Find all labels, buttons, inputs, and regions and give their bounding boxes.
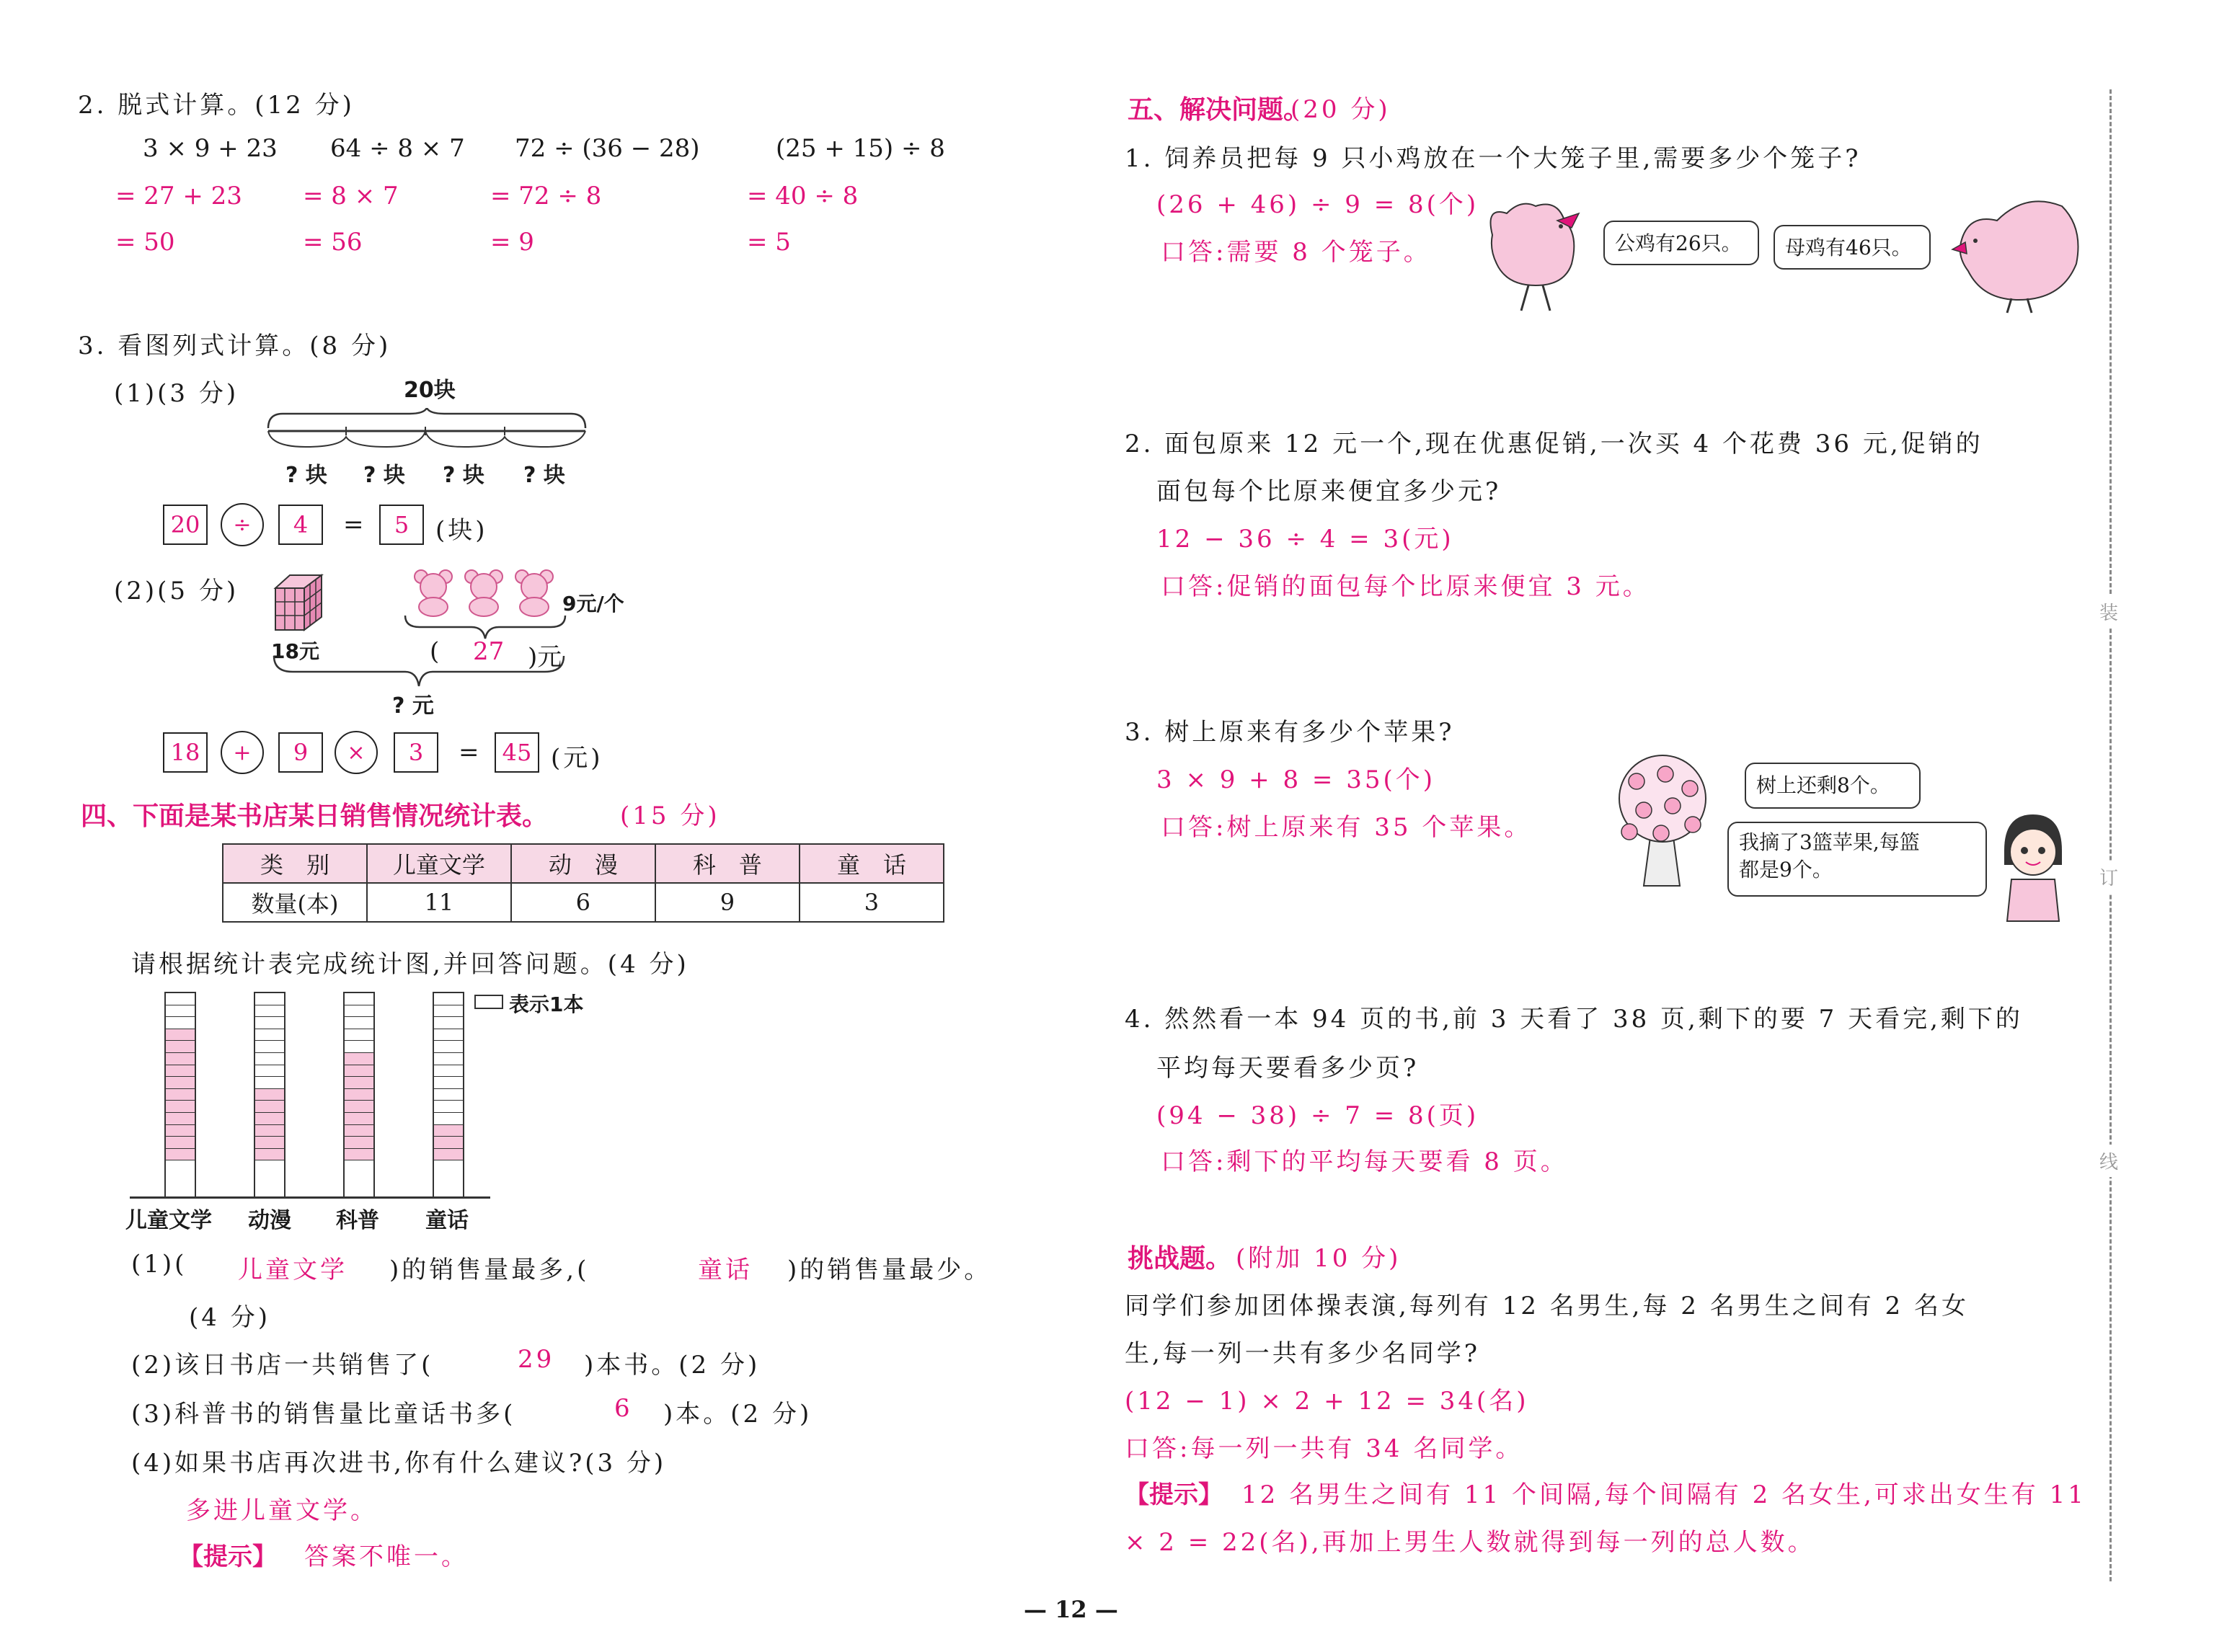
q2-step1-4: = 40 ÷ 8 — [747, 182, 859, 210]
q3-p2-unit: (元) — [551, 744, 603, 773]
q3-p1-part-3: ? 块 — [443, 463, 484, 488]
speech-bubble-rooster — [1603, 221, 1759, 265]
chart-label-1: 动漫 — [248, 1208, 291, 1233]
p4-question-1: 4. 然然看一本 94 页的书,前 3 天看了 38 页,剩下的要 7 天看完,剩下的 — [1125, 1005, 2023, 1034]
chart-unit-cell — [434, 1065, 463, 1078]
chart-unit-cell — [345, 1125, 373, 1137]
sales-table — [222, 843, 944, 923]
q2-expr-2: 64 ÷ 8 × 7 — [330, 134, 465, 163]
p2-answer: 口答:促销的面包每个比原来便宜 3 元。 — [1161, 572, 1650, 601]
q3-p1-part-1: ? 块 — [285, 463, 327, 488]
challenge-hint-1: 12 名男生之间有 11 个间隔,每个间隔有 2 名女生,可求出女生有 11 — [1241, 1480, 2086, 1509]
q2-step2-2: = 56 — [303, 228, 363, 257]
chart-unit-cell — [166, 1065, 195, 1078]
chart-baseline — [130, 1196, 490, 1199]
chart-unit-cell — [345, 1065, 373, 1078]
binding-line — [2109, 89, 2112, 1581]
table-header: 儿童文学 — [367, 844, 511, 883]
table-cell: 11 — [367, 883, 511, 922]
chart-unit-cell — [345, 1041, 373, 1053]
chart-unit-cell — [434, 1137, 463, 1149]
q4-q3-pre: (3)科普书的销售量比童话书多( — [131, 1400, 516, 1429]
chart-unit-cell — [255, 1005, 284, 1018]
chart-unit-cell — [255, 1041, 284, 1053]
chart-unit-cell — [255, 1137, 284, 1149]
chart-unit-cell — [166, 1005, 195, 1018]
chart-unit-cell — [166, 1101, 195, 1113]
table-header: 动 漫 — [511, 844, 655, 883]
chart-bar-children-literature — [164, 992, 196, 1198]
chart-unit-cell — [255, 1125, 284, 1137]
chart-unit-cell — [345, 1077, 373, 1089]
chart-unit-cell — [166, 1053, 195, 1065]
total-brace — [271, 654, 567, 690]
q4-score: (15 分) — [620, 801, 720, 830]
s5-title: 五、解决问题。 — [1128, 95, 1310, 125]
chart-unit-cell — [345, 1101, 373, 1113]
p3-question: 3. 树上原来有多少个苹果? — [1125, 718, 1455, 747]
challenge-score: (附加 10 分) — [1236, 1244, 1402, 1273]
challenge-calc: (12 − 1) × 2 + 12 = 34(名) — [1125, 1387, 1529, 1416]
q3-p2-cube-price: 18元 — [271, 639, 319, 663]
q2-title: 2. 脱式计算。(12 分) — [78, 91, 355, 120]
chart-unit-cell — [434, 1053, 463, 1065]
p4-calc: (94 − 38) ÷ 7 = 8(页) — [1156, 1101, 1479, 1130]
chart-unit-cell — [345, 1089, 373, 1101]
p2-question-2: 面包每个比原来便宜多少元? — [1156, 477, 1502, 506]
challenge-answer: 口答:每一列一共有 34 名同学。 — [1125, 1434, 1523, 1463]
chart-unit-cell — [434, 1029, 463, 1042]
q3-p2-op1: + — [221, 731, 264, 774]
chart-unit-cell — [345, 1149, 373, 1161]
chart-unit-cell — [255, 993, 284, 1005]
speech-bubble-hen — [1774, 225, 1931, 270]
q3-p1-part-4: ? 块 — [523, 463, 565, 488]
girl-icon — [1990, 807, 2076, 923]
chart-unit-cell — [434, 1101, 463, 1113]
chart-unit-cell — [255, 1089, 284, 1101]
q4-q3-ans: 6 — [614, 1394, 633, 1423]
chart-bar-anime — [254, 992, 285, 1198]
q3-p1-box-b: 4 — [278, 505, 323, 545]
table-cell: 3 — [800, 883, 944, 922]
bubble-hen-text: 母鸡有46只。 — [1785, 236, 1912, 259]
bubble-girl-line2: 都是9个。 — [1739, 858, 1833, 881]
bubble-rooster-text: 公鸡有26只。 — [1615, 231, 1742, 255]
q4-instruction: 请根据统计表完成统计图,并回答问题。(4 分) — [131, 950, 689, 979]
chart-unit-cell — [345, 1005, 373, 1018]
chart-label-2: 科普 — [336, 1208, 379, 1233]
q4-title: 四、下面是某书店某日销售情况统计表。 — [81, 801, 549, 831]
q2-expr-4: (25 + 15) ÷ 8 — [776, 134, 945, 163]
page-number: — 12 — — [1024, 1596, 1118, 1623]
table-cell: 数量(本) — [223, 883, 367, 922]
q3-p2-box-r: 45 — [495, 732, 539, 773]
q3-p1-box-a: 20 — [163, 505, 208, 545]
q2-expr-3: 72 ÷ (36 − 28) — [515, 134, 700, 163]
chart-unit-cell — [345, 1053, 373, 1065]
q3-p2-eq: = — [459, 738, 479, 767]
chart-unit-cell — [166, 1017, 195, 1029]
chart-unit-cell — [434, 1077, 463, 1089]
chart-unit-cell — [434, 1041, 463, 1053]
q3-p1-unit: (块) — [435, 516, 488, 545]
q4-q1-post: )的销售量最少。 — [787, 1256, 992, 1284]
chart-legend: 表示1本 — [509, 992, 584, 1016]
chart-unit-cell — [434, 1017, 463, 1029]
q3-p2-total: ? 元 — [392, 693, 434, 719]
q2-step1-3: = 72 ÷ 8 — [490, 182, 602, 210]
segment-diagram — [265, 408, 588, 451]
q4-hint-label: 【提示】 — [179, 1542, 277, 1571]
q4-q3-post: )本。(2 分) — [663, 1400, 813, 1429]
chart-unit-cell — [166, 1077, 195, 1089]
q3-p1-eq: = — [343, 510, 364, 539]
bubble-tree-text: 树上还剩8个。 — [1756, 773, 1890, 797]
q3-p1-label: (1)(3 分) — [114, 379, 239, 408]
q4-q1-ans2: 童话 — [698, 1256, 753, 1284]
q4-q2-post: )本书。(2 分) — [584, 1351, 761, 1380]
apple-tree-icon — [1600, 752, 1730, 889]
p4-answer: 口答:剩下的平均每天要看 8 页。 — [1161, 1147, 1568, 1176]
challenge-hint-label: 【提示】 — [1125, 1480, 1223, 1509]
chart-unit-cell — [255, 1077, 284, 1089]
p3-answer: 口答:树上原来有 35 个苹果。 — [1161, 813, 1532, 842]
chart-unit-cell — [255, 1029, 284, 1042]
chart-label-0: 儿童文学 — [125, 1208, 212, 1233]
binding-char-3: 线 — [2099, 1145, 2118, 1177]
q2-step2-3: = 9 — [490, 228, 534, 257]
chart-unit-cell — [166, 1041, 195, 1053]
q3-p2-box-a: 18 — [163, 732, 208, 773]
q4-q1-pre: (1)( — [131, 1250, 187, 1279]
q4-hint: 答案不唯一。 — [304, 1542, 469, 1571]
chart-unit-cell — [166, 1137, 195, 1149]
chart-unit-cell — [434, 993, 463, 1005]
table-header: 科 普 — [655, 844, 800, 883]
chart-unit-cell — [434, 1089, 463, 1101]
rooster-icon — [1471, 192, 1593, 314]
q2-expr-1: 3 × 9 + 23 — [143, 134, 278, 163]
q4-q4-text: (4)如果书店再次进书,你有什么建议?(3 分) — [131, 1449, 667, 1478]
chart-unit-cell — [345, 1113, 373, 1125]
table-header: 类 别 — [223, 844, 367, 883]
p2-calc: 12 − 36 ÷ 4 = 3(元) — [1156, 525, 1454, 554]
q3-p2-bear-price: 9元/个 — [562, 592, 624, 616]
table-header: 童 话 — [800, 844, 944, 883]
chart-unit-cell — [166, 1149, 195, 1161]
q4-q1-ans1: 儿童文学 — [238, 1256, 347, 1284]
q3-p1-op: ÷ — [221, 503, 264, 546]
q3-p1-part-2: ? 块 — [363, 463, 405, 488]
chart-unit-cell — [255, 1065, 284, 1078]
chart-unit-cell — [166, 1089, 195, 1101]
q3-p2-sub-open: ( — [430, 637, 440, 666]
q4-q1-mid: )的销售量最多,( — [389, 1256, 590, 1284]
p4-question-2: 平均每天要看多少页? — [1156, 1054, 1420, 1083]
chart-unit-cell — [255, 1101, 284, 1113]
speech-bubble-girl — [1727, 822, 1987, 897]
q3-p1-box-r: 5 — [379, 505, 424, 545]
chart-unit-cell — [166, 1029, 195, 1042]
chart-unit-cell — [255, 1113, 284, 1125]
legend-cell-icon — [474, 995, 503, 1009]
chart-unit-cell — [166, 1113, 195, 1125]
chart-unit-cell — [434, 1005, 463, 1018]
chart-unit-cell — [345, 1137, 373, 1149]
q4-q2-ans: 29 — [518, 1345, 555, 1374]
chart-unit-cell — [255, 1149, 284, 1161]
q3-p2-op2: × — [335, 731, 378, 774]
p2-question-1: 2. 面包原来 12 元一个,现在优惠促销,一次买 4 个花费 36 元,促销的 — [1125, 430, 1983, 458]
chart-unit-cell — [434, 1113, 463, 1125]
q2-step2-4: = 5 — [747, 228, 791, 257]
table-cell: 6 — [511, 883, 655, 922]
p1-calc: (26 + 46) ÷ 9 = 8(个) — [1156, 190, 1479, 219]
q4-q1-score: (4 分) — [189, 1303, 270, 1332]
q2-step1-2: = 8 × 7 — [303, 182, 399, 210]
challenge-question-2: 生,每一列一共有多少名同学? — [1125, 1339, 1481, 1368]
p3-calc: 3 × 9 + 8 = 35(个) — [1156, 765, 1435, 794]
chart-unit-cell — [345, 993, 373, 1005]
q4-q4-ans: 多进儿童文学。 — [186, 1496, 378, 1525]
q3-p2-sub-close: )元 — [528, 643, 562, 672]
chart-unit-cell — [434, 1125, 463, 1137]
q4-q2-pre: (2)该日书店一共销售了( — [131, 1351, 434, 1380]
q3-p2-sub-value: 27 — [473, 637, 505, 666]
q3-title: 3. 看图列式计算。(8 分) — [78, 332, 391, 360]
p1-question: 1. 饲养员把每 9 只小鸡放在一个大笼子里,需要多少个笼子? — [1125, 144, 1861, 173]
chart-unit-cell — [166, 993, 195, 1005]
chart-unit-cell — [255, 1017, 284, 1029]
chart-unit-cell — [166, 1125, 195, 1137]
q2-step1-1: = 27 + 23 — [115, 182, 242, 210]
teddy-bears-icon — [409, 567, 561, 617]
hen-icon — [1947, 185, 2084, 314]
p1-answer: 口答:需要 8 个笼子。 — [1161, 238, 1431, 267]
challenge-title: 挑战题。 — [1128, 1244, 1232, 1274]
table-cell: 9 — [655, 883, 800, 922]
q2-step2-1: = 50 — [115, 228, 175, 257]
challenge-question-1: 同学们参加团体操表演,每列有 12 名男生,每 2 名男生之间有 2 名女 — [1125, 1292, 1969, 1320]
rubik-cube-icon — [268, 572, 333, 633]
chart-unit-cell — [255, 1053, 284, 1065]
chart-unit-cell — [434, 1149, 463, 1161]
speech-bubble-tree — [1745, 763, 1921, 809]
q3-p2-box-b: 9 — [278, 732, 323, 773]
chart-bar-science — [343, 992, 375, 1198]
chart-bar-fairy-tale — [433, 992, 464, 1198]
bubble-girl-line1: 我摘了3篮苹果,每篮 — [1739, 830, 1920, 854]
q3-p1-total: 20块 — [404, 378, 456, 403]
binding-char-2: 订 — [2099, 861, 2118, 893]
s5-score: (20 分) — [1290, 95, 1391, 124]
binding-char-1: 装 — [2099, 595, 2118, 628]
q3-p2-box-c: 3 — [394, 732, 438, 773]
chart-unit-cell — [345, 1017, 373, 1029]
challenge-hint-2: × 2 = 22(名),再加上男生人数就得到每一列的总人数。 — [1125, 1528, 1815, 1557]
chart-label-3: 童话 — [425, 1208, 469, 1233]
q3-p2-label: (2)(5 分) — [114, 577, 239, 605]
chart-unit-cell — [345, 1029, 373, 1042]
